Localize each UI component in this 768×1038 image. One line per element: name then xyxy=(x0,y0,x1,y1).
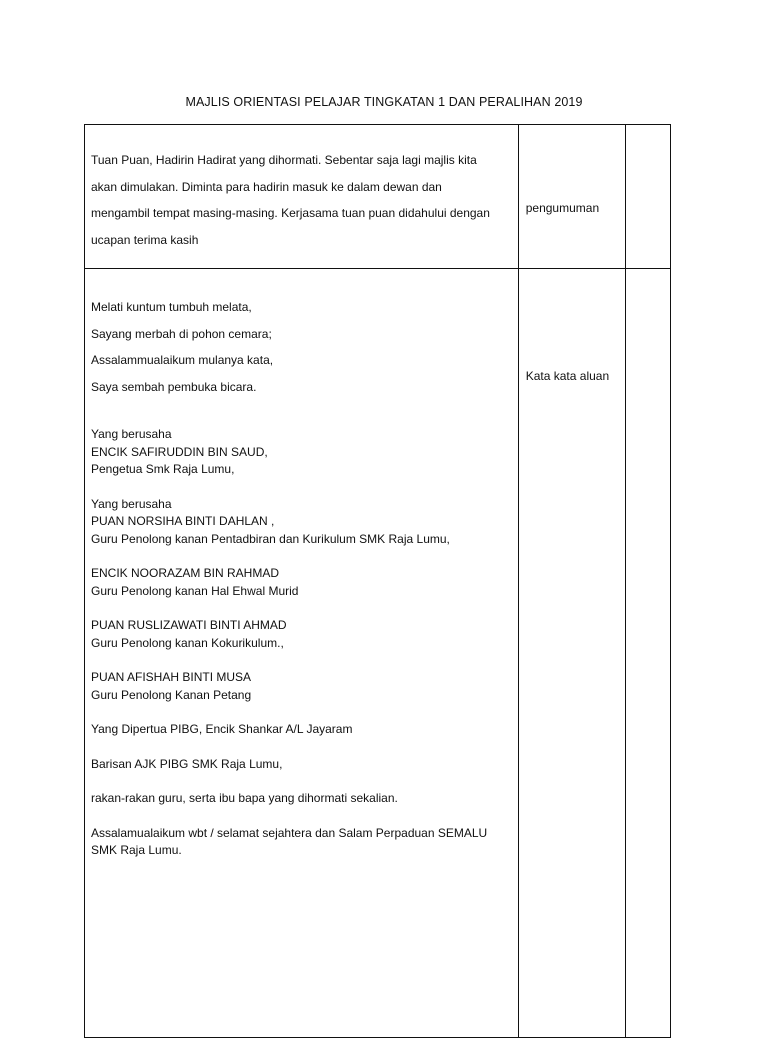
announcement-label-cell xyxy=(518,125,625,269)
text-line: Guru Penolong kanan Hal Ehwal Murid xyxy=(91,583,299,598)
text-line: PUAN RUSLIZAWATI BINTI AHMAD xyxy=(91,618,287,632)
text-line: Guru Penolong kanan Kokurikulum., xyxy=(91,635,284,650)
salutation-block xyxy=(91,496,512,549)
salutation-block xyxy=(91,721,512,739)
text-line: rakan-rakan guru, serta ibu bapa yang dihormati sekalian. xyxy=(91,791,398,805)
table-row xyxy=(85,125,671,269)
salutation-block xyxy=(91,669,512,704)
text-line: mengambil tempat masing-masing. Kerjasama tuan puan didahului dengan xyxy=(91,206,490,220)
welcome-text-cell xyxy=(85,269,519,1038)
text-line: ENCIK NOORAZAM BIN RAHMAD xyxy=(91,566,280,580)
salutation-block xyxy=(91,756,512,774)
welcome-label-cell xyxy=(518,269,625,1038)
text-line: ucapan terima kasih xyxy=(91,232,199,247)
document-title: MAJLIS ORIENTASI PELAJAR TINGKATAN 1 DAN PERALIHAN 2019 xyxy=(185,95,583,109)
salutation-block xyxy=(91,617,512,652)
text-line: PUAN AFISHAH BINTI MUSA xyxy=(91,670,252,684)
text-line: PUAN NORSIHA BINTI DAHLAN , xyxy=(91,514,275,528)
text-line: Assalamualaikum wbt / selamat sejahtera dan Salam Perpaduan SEMALU xyxy=(91,825,488,840)
row-label: Kata kata aluan xyxy=(525,369,610,383)
salutation-block xyxy=(91,426,512,479)
text-line: SMK Raja Lumu. xyxy=(91,843,182,857)
text-line: Tuan Puan, Hadirin Hadirat yang dihormati. Sebentar saja lagi majlis kita xyxy=(91,153,477,167)
text-line: ENCIK SAFIRUDDIN BIN SAUD, xyxy=(91,444,268,459)
salutation-block xyxy=(91,825,512,860)
empty-cell xyxy=(625,125,670,269)
text-line: Pengetua Smk Raja Lumu, xyxy=(91,462,235,476)
text-line: akan dimulakan. Diminta para hadirin masuk ke dalam dewan dan xyxy=(91,179,442,194)
announcement-text-cell xyxy=(85,125,519,269)
text-line: Yang Dipertua PIBG, Encik Shankar A/L Jayaram xyxy=(91,722,353,736)
pantun-line: Saya sembah pembuka bicara. xyxy=(91,379,257,394)
text-line: Yang berusaha xyxy=(91,427,172,441)
table-row xyxy=(85,269,671,1038)
pantun-line: Melati kuntum tumbuh melata, xyxy=(91,300,252,314)
salutation-block xyxy=(91,790,512,808)
empty-cell xyxy=(625,269,670,1038)
pantun-line: Sayang merbah di pohon cemara; xyxy=(91,326,272,341)
salutation-block xyxy=(91,565,512,600)
script-table xyxy=(84,124,671,1038)
text-line: Barisan AJK PIBG SMK Raja Lumu, xyxy=(91,756,283,771)
text-line: Guru Penolong Kanan Petang xyxy=(91,687,252,702)
row-label: pengumuman xyxy=(525,200,600,215)
text-line: Yang berusaha xyxy=(91,496,172,511)
pantun-line: Assalammualaikum mulanya kata, xyxy=(91,353,274,367)
text-line: Guru Penolong kanan Pentadbiran dan Kurikulum SMK Raja Lumu, xyxy=(91,531,450,546)
